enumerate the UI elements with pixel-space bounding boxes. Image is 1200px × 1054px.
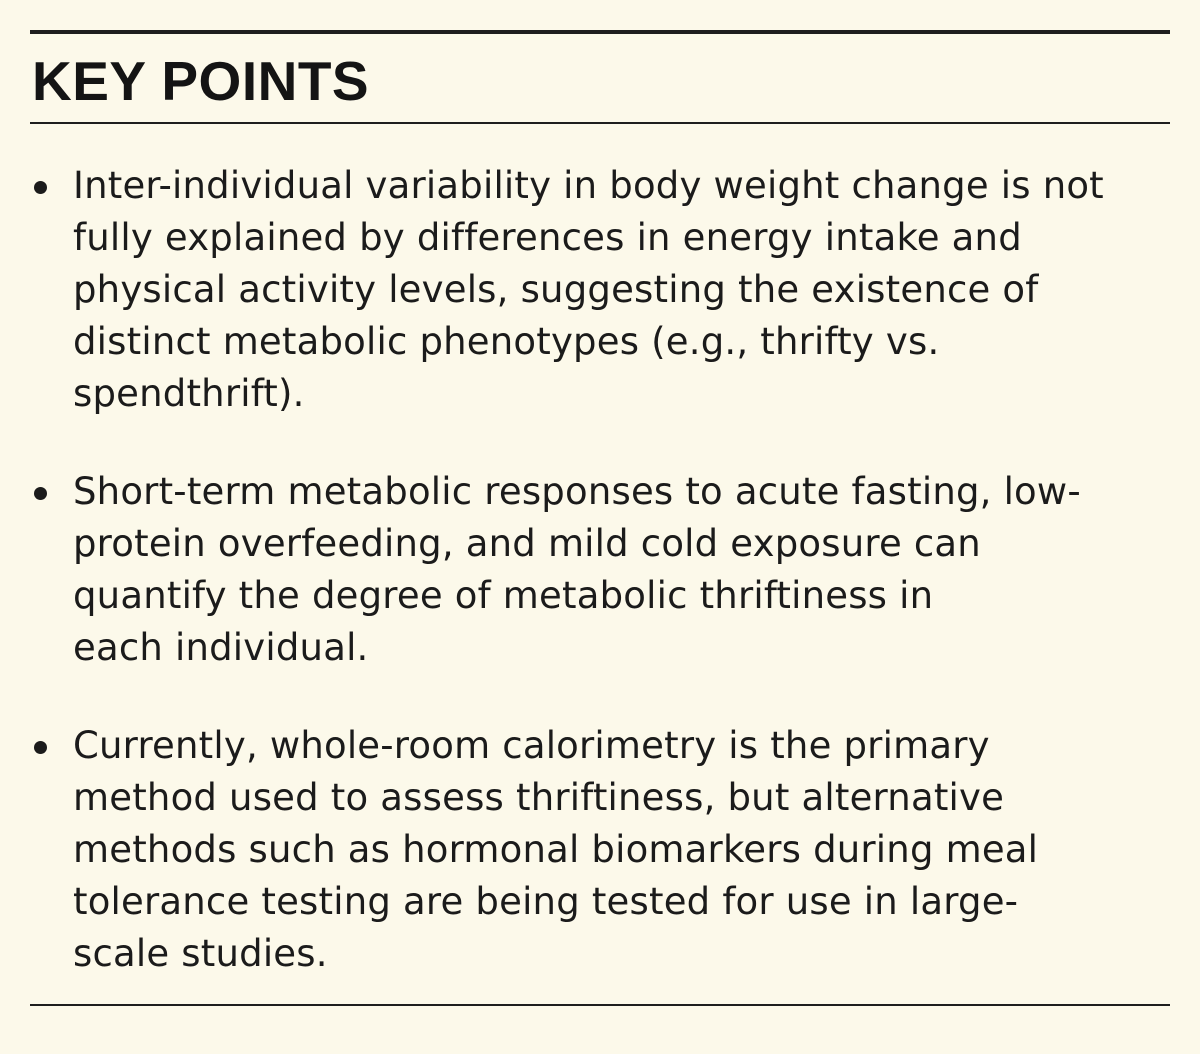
key-point-item xyxy=(30,160,1170,420)
key-point-text: Inter-individual variability in body weight change is not fully explained by differences in energy intake and physical activity levels, suggesting the existence of distinct metabolic phenotypes (e.g., thrifty vs. spendthrift). xyxy=(73,164,1104,415)
title-divider xyxy=(30,122,1170,124)
bullet-icon xyxy=(34,487,47,500)
key-points-list xyxy=(30,160,1170,980)
key-points-title: KEY POINTS xyxy=(32,50,370,112)
key-point-item xyxy=(30,720,1170,980)
key-point-text: Short-term metabolic responses to acute fasting, low- protein overfeeding, and mild cold exposure can quantify the degree of metabolic thriftiness in each individual. xyxy=(73,470,1081,669)
bullet-icon xyxy=(34,741,47,754)
key-point-item xyxy=(30,466,1170,674)
bottom-rule xyxy=(30,1004,1170,1006)
top-rule xyxy=(30,30,1170,34)
bullet-icon xyxy=(34,181,47,194)
key-point-text: Currently, whole-room calorimetry is the primary method used to assess thriftiness, but alternative methods such as hormonal biomarkers during meal tolerance testing are being tested for use in large- scale studies. xyxy=(73,724,1039,975)
